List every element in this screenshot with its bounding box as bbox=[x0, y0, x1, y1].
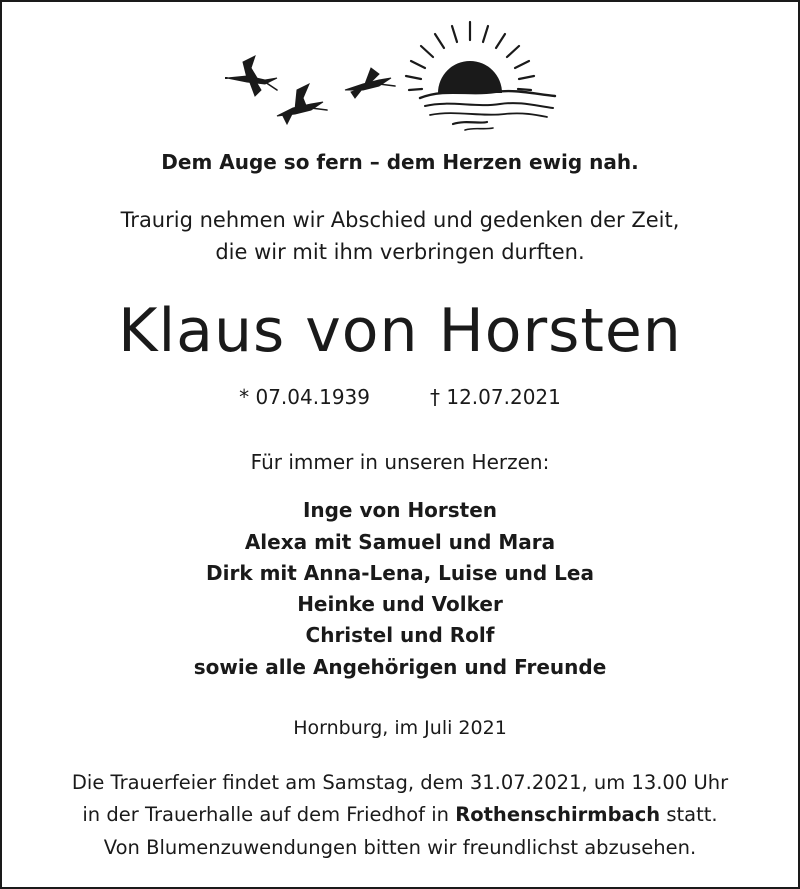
birth-date: * 07.04.1939 bbox=[239, 385, 370, 409]
cranes-sunrise-icon bbox=[225, 18, 565, 138]
notice-text: in der Trauerhalle auf dem Friedhof in bbox=[82, 803, 456, 826]
motto: Dem Auge so fern – dem Herzen ewig nah. bbox=[161, 150, 639, 174]
mourner-line: Dirk mit Anna-Lena, Luise und Lea bbox=[206, 561, 594, 585]
ceremony-notice-line-2 bbox=[0, 803, 800, 826]
deceased-name: Klaus von Horsten bbox=[118, 296, 682, 366]
mourner-line: Christel und Rolf bbox=[305, 623, 495, 647]
mourner-line: Alexa mit Samuel und Mara bbox=[244, 530, 556, 554]
mourner-line: Heinke und Volker bbox=[297, 592, 503, 616]
life-dates bbox=[0, 385, 800, 409]
ceremony-notice-line-1: Die Trauerfeier findet am Samstag, dem 31.07.2021, um 13.00 Uhr bbox=[71, 771, 729, 794]
mourner-line: Inge von Horsten bbox=[302, 498, 498, 522]
ceremony-notice-line-3: Von Blumenzuwendungen bitten wir freundlichst abzusehen. bbox=[103, 836, 697, 859]
death-date: † 12.07.2021 bbox=[430, 385, 561, 409]
mourner-line: sowie alle Angehörigen und Freunde bbox=[193, 655, 607, 679]
intro-line-2: die wir mit ihm verbringen durften. bbox=[215, 240, 585, 264]
intro-line-1: Traurig nehmen wir Abschied und gedenken der Zeit, bbox=[120, 208, 680, 232]
notice-text: statt. bbox=[660, 803, 718, 826]
place-date: Hornburg, im Juli 2021 bbox=[293, 717, 507, 739]
hearts-line: Für immer in unseren Herzen: bbox=[250, 450, 550, 474]
cemetery-place: Rothenschirmbach bbox=[455, 803, 661, 826]
